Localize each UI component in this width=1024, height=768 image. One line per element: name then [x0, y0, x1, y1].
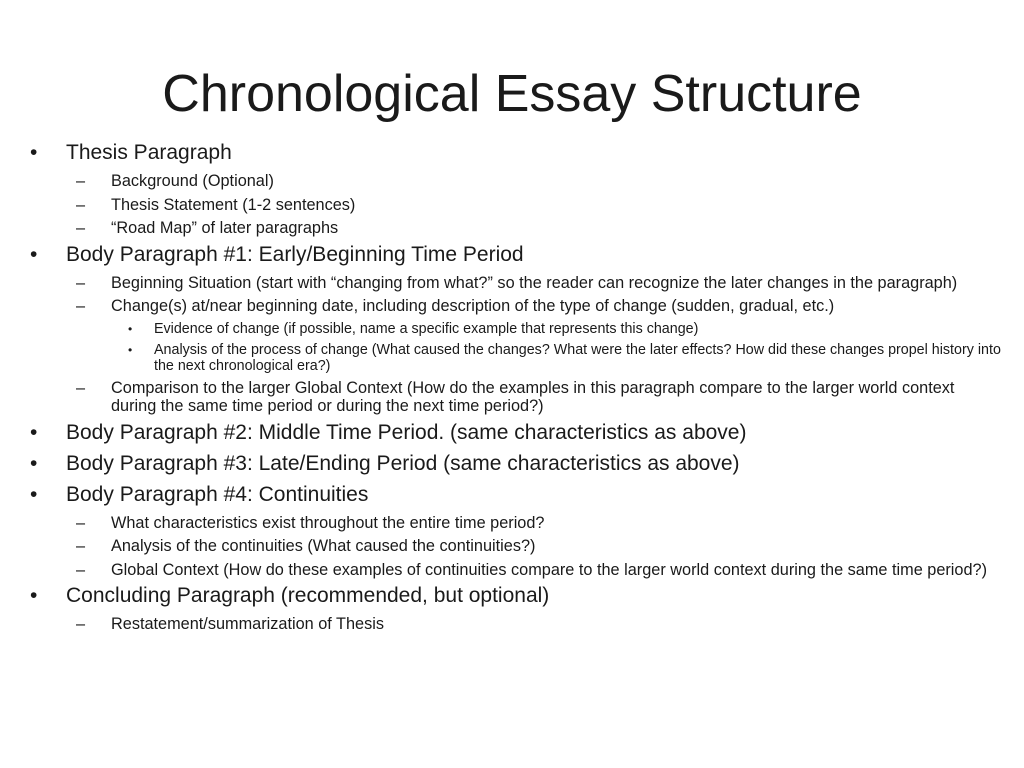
subsection-item-text: Analysis of the continuities (What caused the continuities?) [111, 537, 536, 555]
subsection-item [30, 297, 1002, 316]
bullet-marker: • [30, 242, 38, 266]
detail-item [30, 321, 1002, 337]
section-heading [30, 241, 1002, 269]
subsection-item-text: Background (Optional) [111, 172, 274, 190]
detail-item [30, 342, 1002, 374]
section-heading-text: Thesis Paragraph [66, 141, 232, 164]
bullet-marker: • [30, 420, 38, 444]
section-heading-text: Body Paragraph #4: Continuities [66, 482, 369, 506]
subsection-item-text: Change(s) at/near beginning date, including description of the type of change (sudden, gradual, etc.) [111, 297, 835, 315]
subsection-item [30, 196, 1002, 215]
section-heading [30, 139, 1002, 167]
bullet-marker: • [128, 321, 133, 336]
bullet-list [30, 139, 1002, 634]
subsection-item [30, 219, 1002, 238]
bullet-marker: • [30, 482, 38, 506]
detail-item-text: Analysis of the process of change (What caused the changes? What were the later effects? How did these changes propel history into the next chronological era?) [154, 341, 1001, 374]
dash-marker: – [76, 615, 86, 633]
dash-marker: – [76, 560, 86, 579]
subsection-item-text: Global Context (How do these examples of continuities compare to the larger world context during the same time period?) [111, 560, 988, 579]
dash-marker: – [76, 195, 86, 214]
subsection-item [30, 274, 1002, 293]
bullet-marker: • [30, 141, 38, 164]
subsection-item-text: Thesis Statement (1-2 sentences) [111, 195, 356, 214]
section-heading-text: Body Paragraph #1: Early/Beginning Time Period [66, 242, 524, 266]
section-heading [30, 450, 1002, 478]
dash-marker: – [76, 172, 86, 190]
subsection-item-text: Restatement/summarization of Thesis [111, 615, 384, 633]
subsection-item-text: Comparison to the larger Global Context (How do the examples in this paragraph compare to the larger world context during the same time period or during the next time period?) [111, 378, 955, 415]
section-heading [30, 419, 1002, 447]
subsection-item [30, 615, 1002, 634]
section-heading-text: Body Paragraph #3: Late/Ending Period (same characteristics as above) [66, 451, 740, 475]
dash-marker: – [76, 378, 86, 397]
subsection-item-text: What characteristics exist throughout the entire time period? [111, 513, 545, 532]
detail-item-text: Evidence of change (if possible, name a specific example that represents this change) [154, 320, 699, 337]
subsection-item [30, 561, 1002, 580]
dash-marker: – [76, 297, 86, 315]
subsection-item [30, 514, 1002, 533]
bullet-marker: • [128, 342, 133, 357]
dash-marker: – [76, 273, 86, 292]
dash-marker: – [76, 513, 86, 532]
bullet-marker: • [30, 584, 38, 607]
subsection-item [30, 379, 1002, 416]
section-heading [30, 481, 1002, 509]
subsection-item [30, 172, 1002, 191]
subsection-item-text: Beginning Situation (start with “changing from what?” so the reader can recognize the later changes in the paragraph) [111, 273, 958, 292]
slide-title: Chronological Essay Structure [162, 65, 862, 123]
subsection-item-text: “Road Map” of later paragraphs [111, 219, 339, 237]
bullet-marker: • [30, 451, 38, 475]
dash-marker: – [76, 219, 86, 237]
section-heading-text: Concluding Paragraph (recommended, but optional) [66, 584, 550, 607]
section-heading-text: Body Paragraph #2: Middle Time Period. (same characteristics as above) [66, 420, 747, 444]
subsection-item [30, 537, 1002, 556]
dash-marker: – [76, 537, 86, 555]
section-heading [30, 582, 1002, 610]
